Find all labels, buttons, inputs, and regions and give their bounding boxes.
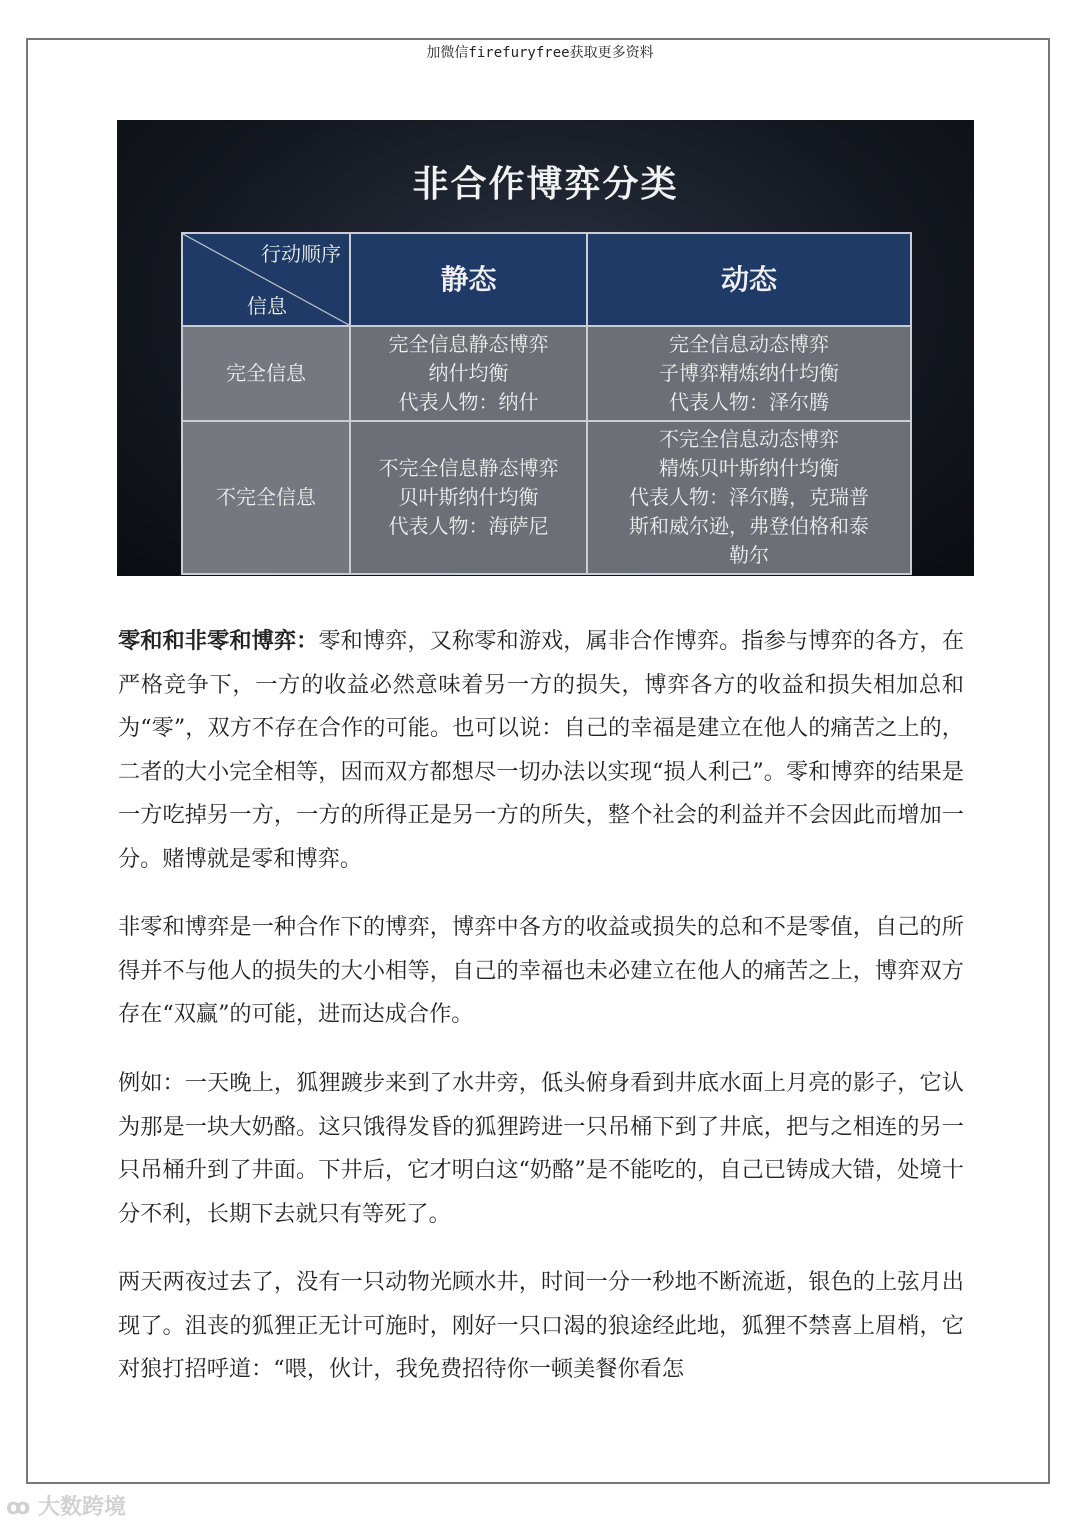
cell: 完全信息静态博弈 纳什均衡 代表人物：纳什 (350, 326, 587, 421)
row-label: 完全信息 (182, 326, 350, 421)
cell: 不完全信息静态博弈 贝叶斯纳什均衡 代表人物：海萨尼 (350, 421, 587, 574)
row-label: 不完全信息 (182, 421, 350, 574)
col-header-dynamic: 动态 (587, 233, 911, 326)
slide-title: 非合作博弈分类 (412, 164, 679, 205)
cell: 完全信息动态博弈 子博弈精炼纳什均衡 代表人物：泽尔腾 (587, 326, 911, 421)
paragraph-2: 非零和博弈是一种合作下的博弈，博弈中各方的收益或损失的总和不是零值，自己的所得并不与他人的损失的大小相等，自己的幸福也未必建立在他人的痛苦之上，博弈双方存在“双赢”的可能，进而达成合作。 (118, 914, 964, 1027)
paragraph-3: 例如：一天晚上，狐狸踱步来到了水井旁，低头俯身看到井底水面上月亮的影子，它认为那是一块大奶酪。这只饿得发昏的狐狸跨进一只吊桶下到了井底，把与之相连的另一只吊桶升到了井面。下井后，它才明白这“奶酪”是不能吃的，自己已铸成大错，处境十分不利，长期下去就只有等死了。 (118, 1070, 964, 1227)
page-header: 加微信firefuryfree获取更多资料 (426, 45, 654, 61)
paragraph-1: 零和和非零和博弈：零和博弈，又称零和游戏，属非合作博弈。指参与博弈的各方，在严格竞争下，一方的收益必然意味着另一方的损失，博弈各方的收益和损失相加总和为“零”，双方不存在合作的可能。也可以说：自己的幸福是建立在他人的痛苦之上的，二者的大小完全相等，因而双方都想尽一切办法以实现“损人利己”。零和博弈的结果是一方吃掉另一方，一方的所得正是另一方的所失，整个社会的利益并不会因此而增加一分。赌博就是零和博弈。 (118, 628, 965, 872)
corner-cell: 行动顺序 信息 (182, 233, 350, 326)
col-header-static: 静态 (350, 233, 587, 326)
slide-image (117, 120, 974, 576)
cell: 不完全信息动态博弈 精炼贝叶斯纳什均衡 代表人物：泽尔腾，克瑞普 斯和威尔逊，弗登伯格和泰 勒尔 (587, 421, 911, 574)
paragraph-4: 两天两夜过去了，没有一只动物光顾水井，时间一分一秒地不断流逝，银色的上弦月出现了。沮丧的狐狸正无计可施时，刚好一只口渴的狼途经此地，狐狸不禁喜上眉梢，它对狼打招呼道：“喂，伙计，我免费招待你一顿美餐你看怎 (118, 1269, 964, 1382)
classification-table (181, 232, 912, 575)
watermark-logo: ꝏ 大数跨境 (6, 1495, 127, 1520)
